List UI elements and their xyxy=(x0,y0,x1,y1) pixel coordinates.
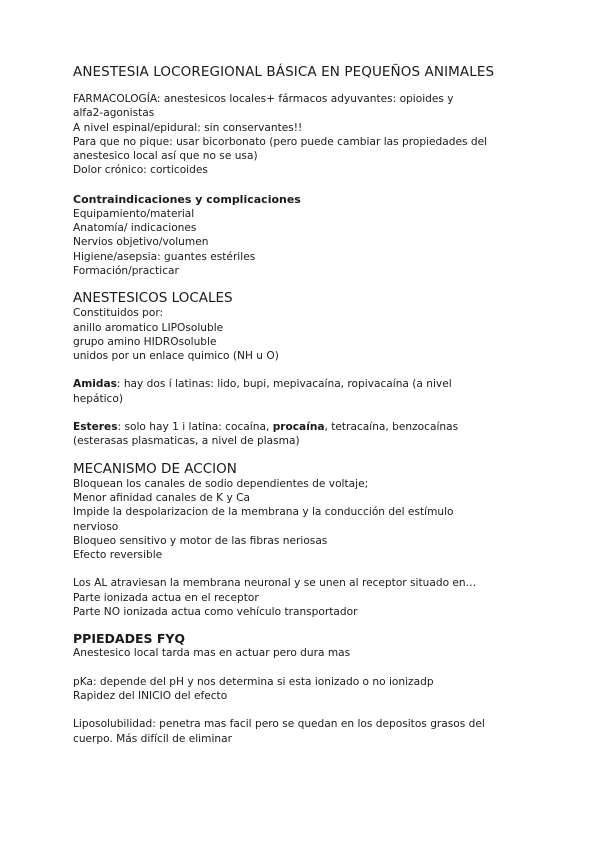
anestesicos-heading: ANESTESICOS LOCALES xyxy=(73,290,233,307)
ppiedades-line: pKa: depende del pH y nos determina si esta ionizado o no ionizadp xyxy=(73,675,434,688)
contraindications-heading: Contraindicaciones y complicaciones xyxy=(73,192,301,206)
intro-line: FARMACOLOGÍA: anestesicos locales+ fármacos adyuvantes: opioides y xyxy=(73,93,454,105)
mecanismo-line: Menor afinidad canales de K y Ca xyxy=(73,491,251,504)
anestesicos-line: grupo amino HIDROsoluble xyxy=(73,335,217,348)
intro-line: Para que no pique: usar bicorbonato (pero puede cambiar las propiedades del xyxy=(73,135,488,148)
esteres-label: Esteres xyxy=(73,421,118,434)
list-item: Higiene/asepsia: guantes estériles xyxy=(73,250,256,263)
spacer xyxy=(73,661,533,675)
mecanismo-line: Efecto reversible xyxy=(73,549,163,562)
amidas-label: Amidas xyxy=(73,378,117,391)
anestesicos-line: anillo aromatico LIPOsoluble xyxy=(73,321,224,334)
ppiedades-line: Anestesico local tarda mas en actuar pero dura mas xyxy=(73,647,351,660)
amidas-text: : hay dos í latinas: lido, bupi, mepivacaína, ropivacaína (a nivel xyxy=(116,378,452,391)
intro-line: alfa2-agonistas xyxy=(73,107,155,120)
ppiedades-heading: PPIEDADES FYQ xyxy=(73,631,186,647)
anestesicos-line: Constituidos por: xyxy=(73,307,164,320)
mecanismo-line: Parte NO ionizada actua como vehículo transportador xyxy=(73,606,358,619)
mecanismo-heading: MECANISMO DE ACCION xyxy=(73,460,237,477)
esteres-text-2: , tetracaína, benzocaínas xyxy=(324,421,459,434)
list-item: Anatomía/ indicaciones xyxy=(73,222,197,235)
mecanismo-line: Impide la despolarizacion de la membrana y la conducción del estímulo xyxy=(73,506,454,519)
intro-line: A nivel espinal/epidural: sin conservantes!! xyxy=(73,121,303,134)
anestesicos-line: unidos por un enlace quimico (NH u O) xyxy=(73,350,279,363)
ppiedades-section xyxy=(73,631,533,745)
ppiedades-line: cuerpo. Más difícil de eliminar xyxy=(73,732,232,745)
intro-line: anestesico local así que no se usa) xyxy=(73,150,258,163)
intro-line: Dolor crónico: corticoides xyxy=(73,164,208,177)
contraindications-section xyxy=(73,192,533,278)
list-item: Equipamiento/material xyxy=(73,207,195,220)
document-title: ANESTESIA LOCOREGIONAL BÁSICA EN PEQUEÑOS ANIMALES xyxy=(73,64,495,80)
document-page xyxy=(73,64,533,746)
spacer xyxy=(73,562,533,576)
procaina-bold: procaína xyxy=(272,421,325,434)
spacer xyxy=(73,363,533,377)
mecanismo-line: Bloquean los canales de sodio dependientes de voltaje; xyxy=(73,477,369,490)
spacer xyxy=(73,406,533,420)
list-item: Formación/practicar xyxy=(73,264,179,277)
mecanismo-line: Los AL atraviesan la membrana neuronal y se unen al receptor situado en… xyxy=(73,577,477,590)
anestesicos-section xyxy=(73,290,533,448)
esteres-text: : solo hay 1 i latina: cocaína, xyxy=(117,421,273,434)
mecanismo-line: nervioso xyxy=(73,520,119,533)
intro-section xyxy=(73,92,533,178)
amidas-line xyxy=(73,377,533,391)
list-item: Nervios objetivo/volumen xyxy=(73,236,209,249)
ppiedades-line: Rapidez del INICIO del efecto xyxy=(73,689,228,702)
mecanismo-line: Bloqueo sensitivo y motor de las fibras neriosas xyxy=(73,534,328,547)
ppiedades-line: Liposolubilidad: penetra mas facil pero se quedan en los depositos grasos del xyxy=(73,718,485,731)
mecanismo-section xyxy=(73,461,533,620)
amidas-line-2: hepático) xyxy=(73,392,123,405)
spacer xyxy=(73,703,533,717)
esteres-line xyxy=(73,420,533,434)
mecanismo-line: Parte ionizada actua en el receptor xyxy=(73,591,259,604)
esteres-line-2: (esterasas plasmaticas, a nivel de plasma) xyxy=(73,435,300,448)
